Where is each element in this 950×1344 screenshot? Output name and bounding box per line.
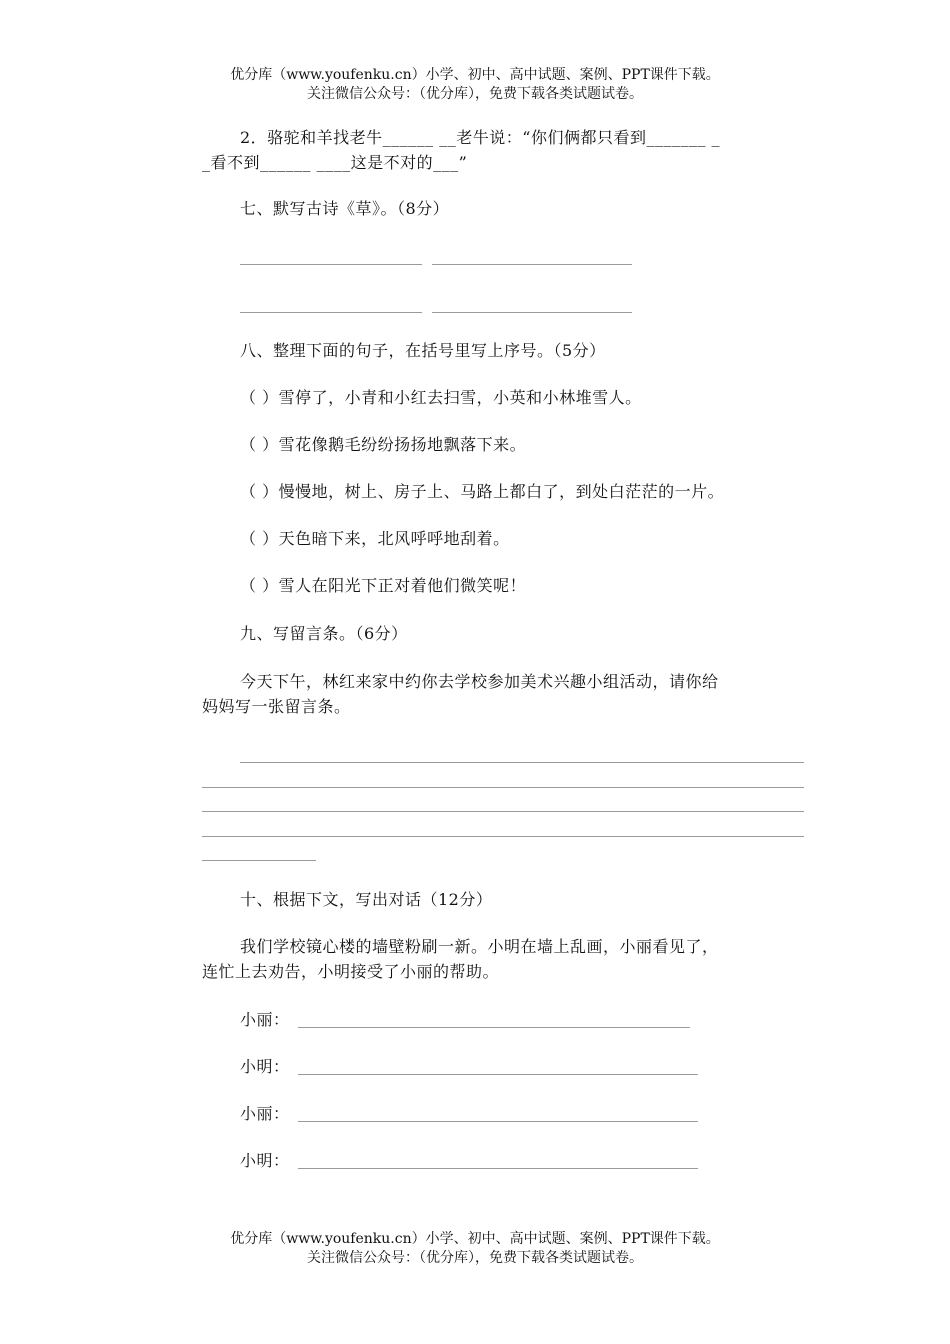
poem-blank-line — [432, 264, 632, 265]
note-writing-line — [202, 787, 804, 788]
poem-blank-line — [432, 312, 632, 313]
ordering-item: （ ）雪花像鹅毛纷纷扬扬地飘落下来。 — [240, 435, 527, 454]
footer-line-2: 关注微信公众号：（优分库），免费下载各类试题试卷。 — [307, 1250, 643, 1266]
poem-blank-line — [240, 264, 422, 265]
dialogue-answer-line — [298, 1168, 698, 1169]
section-9-title: 九、写留言条。（6分） — [240, 624, 408, 643]
section-10-title: 十、根据下文，写出对话（12分） — [240, 890, 493, 909]
dialogue-speaker: 小丽： — [240, 1104, 290, 1123]
note-writing-line — [202, 860, 316, 861]
dialogue-speaker: 小明： — [240, 1151, 290, 1170]
section-8-title: 八、整理下面的句子，在括号里写上序号。（5分） — [240, 341, 606, 360]
section-10-paragraph: 我们学校镜心楼的墙壁粉刷一新。小明在墙上乱画，小丽看见了， — [240, 937, 719, 956]
header-line-2: 关注微信公众号：（优分库），免费下载各类试题试卷。 — [307, 86, 643, 102]
note-writing-line — [202, 811, 804, 812]
footer-line-1: 优分库（www.youfenku.cn）小学、初中、高中试题、案例、PPT课件下载。 — [230, 1231, 720, 1247]
dialogue-answer-line — [298, 1121, 698, 1122]
ordering-item: （ ）雪人在阳光下正对着他们微笑呢！ — [240, 576, 527, 595]
dialogue-speaker: 小丽： — [240, 1010, 290, 1029]
section-9-paragraph: 今天下午，林红来家中约你去学校参加美术兴趣小组活动，请你给 — [240, 672, 719, 691]
q2-line-1: 2．骆驼和羊找老牛______ __老牛说：“你们俩都只看到_______ _ — [240, 128, 721, 147]
section-10-paragraph-cont: 连忙上去劝告，小明接受了小丽的帮助。 — [202, 962, 500, 981]
poem-blank-line — [240, 312, 422, 313]
section-9-paragraph-cont: 妈妈写一张留言条。 — [202, 697, 351, 716]
note-writing-line — [202, 836, 804, 837]
ordering-item: （ ）雪停了，小青和小红去扫雪，小英和小林堆雪人。 — [240, 388, 642, 407]
q2-line-2: _看不到______ ____这是不对的___” — [202, 153, 468, 172]
section-7-title: 七、默写古诗《草》。（8分） — [240, 199, 450, 218]
note-writing-line — [240, 762, 804, 763]
ordering-item: （ ）慢慢地，树上、房子上、马路上都白了，到处白茫茫的一片。 — [240, 482, 725, 501]
dialogue-answer-line — [298, 1027, 690, 1028]
ordering-item: （ ）天色暗下来，北风呼呼地刮着。 — [240, 529, 510, 548]
header-line-1: 优分库（www.youfenku.cn）小学、初中、高中试题、案例、PPT课件下载。 — [230, 67, 720, 83]
dialogue-speaker: 小明： — [240, 1057, 290, 1076]
dialogue-answer-line — [298, 1074, 698, 1075]
